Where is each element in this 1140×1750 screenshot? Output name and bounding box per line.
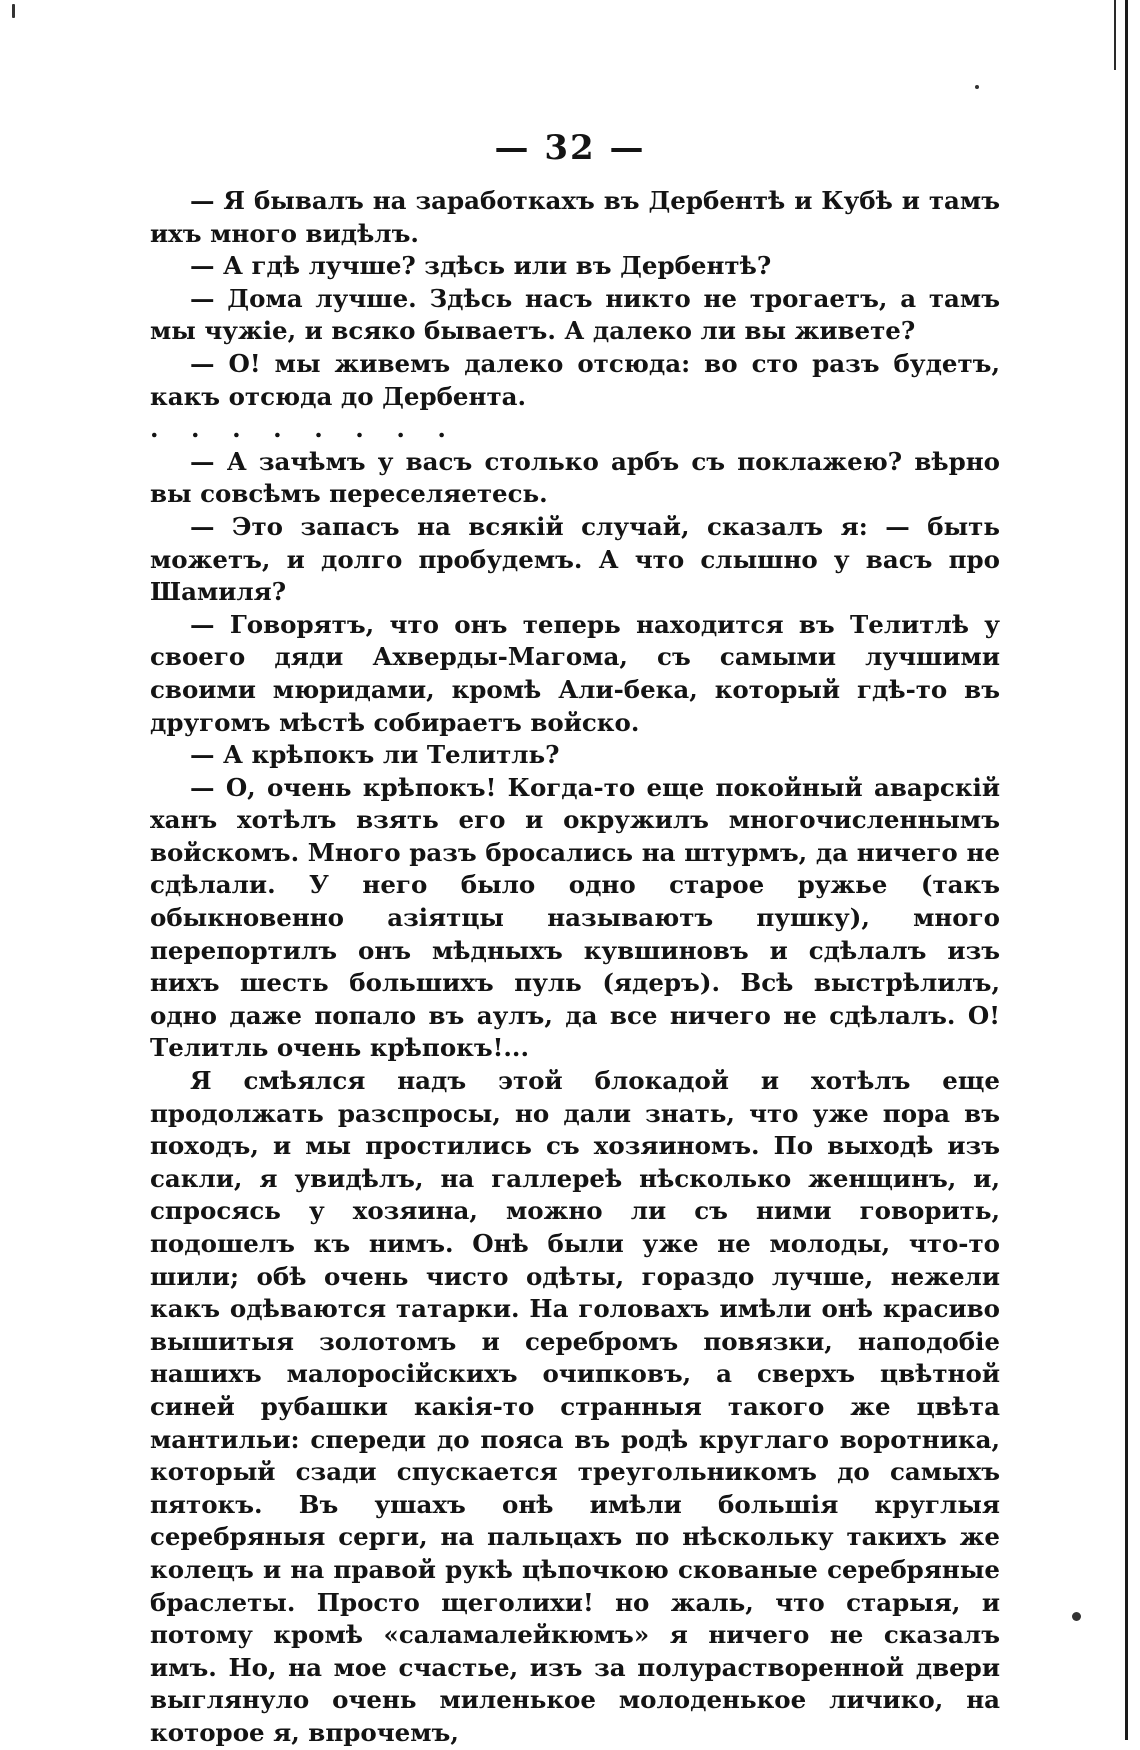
ink-speck — [975, 85, 979, 89]
paragraph: — О! мы живемъ далеко отсюда: во сто разъ будетъ, какъ отсюда до Дербента. — [150, 348, 1000, 411]
paragraph: Я смѣялся надъ этой блокадой и хотѣлъ еще продолжать разспросы, но дали знать, что уже пора въ походъ, и мы простились съ хозяиномъ. По выходѣ изъ сакли, я увидѣлъ, на галлереѣ нѣсколько женщинъ, и, спросясь у хозяина, можно ли съ ними говорить, подошелъ къ нимъ. Онѣ были уже не молоды, что-то шили; обѣ очень чисто одѣты, гораздо лучше, нежели какъ одѣваются татарки. На головахъ имѣли онѣ красиво вышитыя золотомъ и серебромъ повязки, наподобіе нашихъ малоросійскихъ очипковъ, а сверхъ цвѣтной синей рубашки какія-то странныя такого же цвѣта мантильи: спереди до пояса въ родѣ круглаго воротника, который сзади спускается треугольникомъ до самыхъ пятокъ. Въ ушахъ онѣ имѣли большія круглыя серебряныя серги, на пальцахъ по нѣскольку такихъ же колецъ и на правой рукѣ цѣпочкою скованые серебряные браслеты. Просто щеголихи! но жаль, что старыя, и потому кромѣ «саламалейкюмъ» я ничего не сказалъ имъ. Но, на мое счастье, изъ за полурастворенной двери выглянуло очень миленькое молоденькое личико, на которое я, впрочемъ, — [150, 1066, 1000, 1747]
paragraph: — О, очень крѣпокъ! Когда-то еще покойный аварскій ханъ хотѣлъ взять его и окружилъ многочисленнымъ войскомъ. Много разъ бросались на штурмъ, да ничего не сдѣлали. У него было одно старое ружье (такъ обыкновенно азіятцы называютъ пушку), много перепортилъ онъ мѣдныхъ кувшиновъ и сдѣлалъ изъ нихъ шесть большихъ пуль (ядеръ). Всѣ выстрѣлилъ, одно даже попало въ аулъ, да все ничего не сдѣлалъ. О! Телитль очень крѣпокъ!... — [150, 772, 1000, 1063]
body-text — [150, 185, 1000, 1750]
paragraph: — А крѣпокъ ли Телитль? — [190, 740, 560, 770]
ellipsis-separator: . . . . . . . . — [150, 414, 458, 444]
paragraph: — Это запасъ на всякій случай, сказалъ я: — быть можетъ, и долго пробудемъ. А что слышно у васъ про Шамиля? — [150, 511, 1000, 607]
paragraph: — Я бывалъ на заработкахъ въ Дербентѣ и Кубѣ и тамъ ихъ много видѣлъ. — [150, 186, 1000, 248]
paragraph: — А зачѣмъ у васъ столько арбъ съ поклажею? вѣрно вы совсѣмъ переселяетесь. — [150, 446, 1000, 509]
paragraph: — Говорятъ, что онъ теперь находится въ Телитлѣ у своего дяди Ахверды-Магома, съ самыми лучшими своими мюридами, кромѣ Али-бека, который гдѣ-то въ другомъ мѣстѣ собираетъ войско. — [150, 609, 1000, 737]
paragraph: — А гдѣ лучше? здѣсь или въ Дербентѣ? — [190, 251, 772, 281]
page-number: — 32 — — [494, 128, 646, 168]
ink-speck — [12, 4, 15, 18]
ink-speck — [1072, 1612, 1081, 1621]
page-edge-mark — [1114, 0, 1116, 70]
page-edge-shadow — [1125, 0, 1128, 1740]
paragraph: — Дома лучше. Здѣсь насъ никто не трогаетъ, а тамъ мы чужіе, и всяко бываетъ. А далеко ли вы живете? — [150, 283, 1000, 346]
